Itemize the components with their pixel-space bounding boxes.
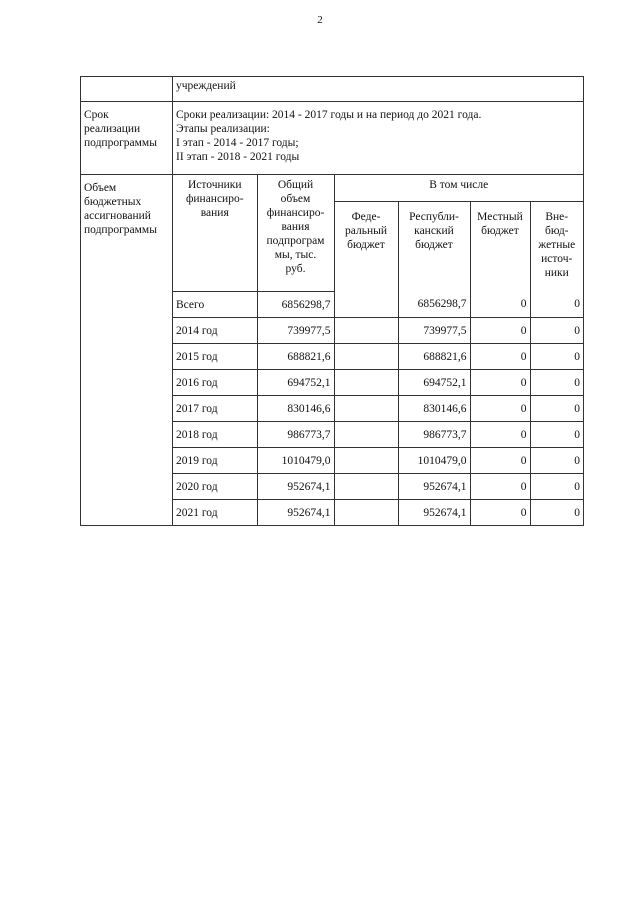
financing-cell-federal [334, 370, 398, 396]
financing-cell-republic: 1010479,0 [398, 448, 470, 474]
header-line: Вне- [545, 211, 569, 224]
financing-row [173, 474, 583, 500]
header-line: Местный [477, 211, 523, 224]
financing-cell-federal [334, 318, 398, 344]
financing-cell-total: 952674,1 [257, 500, 334, 526]
header-line: Общий [277, 179, 314, 191]
financing-cell-federal [334, 344, 398, 370]
subprogram-passport-table [80, 76, 584, 526]
financing-cell-extra: 0 [530, 292, 583, 318]
term-text [173, 102, 584, 175]
budget-row [81, 175, 584, 526]
financing-cell-republic: 688821,6 [398, 344, 470, 370]
financing-cell-label: 2020 год [173, 474, 257, 500]
financing-cell-local: 0 [470, 370, 530, 396]
institutions-row [81, 77, 584, 102]
financing-cell-republic: 952674,1 [398, 500, 470, 526]
financing-cell-total: 830146,6 [257, 396, 334, 422]
financing-cell-label: 2018 год [173, 422, 257, 448]
header-republic [398, 202, 470, 292]
financing-row [173, 370, 583, 396]
budget-label-line: Объем [84, 182, 117, 194]
financing-cell-local: 0 [470, 318, 530, 344]
empty-label-cell [81, 77, 173, 102]
financing-cell-local: 0 [470, 500, 530, 526]
financing-cell-republic: 694752,1 [398, 370, 470, 396]
financing-cell-extra: 0 [530, 500, 583, 526]
header-line: Республи- [409, 211, 459, 224]
term-text-line: I этап - 2014 - 2017 годы; [176, 137, 299, 149]
term-text-line: Этапы реализации: [176, 123, 270, 135]
financing-row [173, 318, 583, 344]
financing-cell-extra: 0 [530, 318, 583, 344]
financing-cell-federal [334, 396, 398, 422]
header-line: Феде- [351, 211, 381, 224]
financing-cell-label: 2017 год [173, 396, 257, 422]
term-label [81, 102, 173, 175]
financing-cell-federal [334, 474, 398, 500]
financing-cell-local: 0 [470, 292, 530, 318]
header-including: В том числе [334, 175, 583, 202]
financing-cell-republic: 739977,5 [398, 318, 470, 344]
budget-label-line: ассигнований [84, 210, 151, 222]
financing-cell-extra: 0 [530, 344, 583, 370]
header-line: подпрограм [266, 235, 325, 247]
financing-cell-federal [334, 500, 398, 526]
financing-cell-total: 694752,1 [257, 370, 334, 396]
header-line: бюд- [544, 225, 569, 238]
header-line: вания [281, 221, 310, 233]
header-line: жетные [538, 239, 576, 252]
financing-cell-republic: 830146,6 [398, 396, 470, 422]
header-line: бюджет [481, 225, 519, 238]
financing-cell-republic: 6856298,7 [398, 292, 470, 318]
financing-row [173, 500, 583, 526]
header-line: бюджет [415, 239, 453, 252]
header-total [257, 175, 334, 292]
term-label-line: реализации [84, 123, 141, 135]
term-label-line: подпрограммы [84, 137, 157, 149]
term-label-line: Срок [84, 109, 109, 121]
financing-cell-local: 0 [470, 474, 530, 500]
financing-body [173, 292, 583, 526]
header-line: мы, тыс. [274, 249, 317, 261]
term-row [81, 102, 584, 175]
header-line: объем [280, 193, 311, 205]
header-line: вания [200, 207, 229, 219]
header-line: ники [544, 267, 569, 280]
financing-row [173, 396, 583, 422]
budget-label [81, 175, 173, 526]
financing-cell-federal [334, 292, 398, 318]
header-line: финансиро- [185, 193, 244, 205]
budget-label-line: бюджетных [84, 196, 142, 208]
financing-cell-total: 688821,6 [257, 344, 334, 370]
financing-cell-total: 1010479,0 [257, 448, 334, 474]
header-sources [173, 175, 257, 292]
financing-cell-total: 6856298,7 [257, 292, 334, 318]
budget-label-line: подпрограммы [84, 224, 157, 236]
financing-row [173, 344, 583, 370]
financing-cell-label: 2021 год [173, 500, 257, 526]
financing-table [173, 175, 583, 525]
financing-cell-label: Всего [173, 292, 257, 318]
financing-cell-extra: 0 [530, 396, 583, 422]
header-line: источ- [541, 253, 573, 266]
financing-cell-total: 986773,7 [257, 422, 334, 448]
term-text-line: Сроки реализации: 2014 - 2017 годы и на период до 2021 года. [176, 109, 482, 121]
financing-header-row [173, 175, 583, 202]
financing-cell-total: 952674,1 [257, 474, 334, 500]
financing-cell-label: 2015 год [173, 344, 257, 370]
financing-cell-extra: 0 [530, 422, 583, 448]
header-extra [530, 202, 583, 292]
financing-cell-federal [334, 448, 398, 474]
financing-cell-local: 0 [470, 448, 530, 474]
page-number: 2 [317, 14, 323, 26]
header-line: финансиро- [266, 207, 325, 219]
header-line: руб. [285, 263, 306, 275]
financing-row [173, 292, 583, 318]
financing-cell-republic: 986773,7 [398, 422, 470, 448]
financing-cell-extra: 0 [530, 370, 583, 396]
header-federal [334, 202, 398, 292]
financing-cell-extra: 0 [530, 474, 583, 500]
financing-cell-local: 0 [470, 396, 530, 422]
institutions-text: учреждений [173, 77, 584, 102]
term-text-line: II этап - 2018 - 2021 годы [176, 151, 300, 163]
header-line: канский [414, 225, 454, 238]
header-line: Источники [187, 179, 242, 191]
financing-row [173, 448, 583, 474]
header-local [470, 202, 530, 292]
financing-row [173, 422, 583, 448]
financing-cell-local: 0 [470, 422, 530, 448]
header-line: бюджет [347, 239, 385, 252]
financing-cell-label: 2019 год [173, 448, 257, 474]
financing-cell-federal [334, 422, 398, 448]
financing-cell-extra: 0 [530, 448, 583, 474]
header-line: ральный [345, 225, 387, 238]
financing-cell [173, 175, 584, 526]
financing-cell-label: 2016 год [173, 370, 257, 396]
financing-cell-total: 739977,5 [257, 318, 334, 344]
financing-cell-republic: 952674,1 [398, 474, 470, 500]
financing-cell-local: 0 [470, 344, 530, 370]
financing-cell-label: 2014 год [173, 318, 257, 344]
